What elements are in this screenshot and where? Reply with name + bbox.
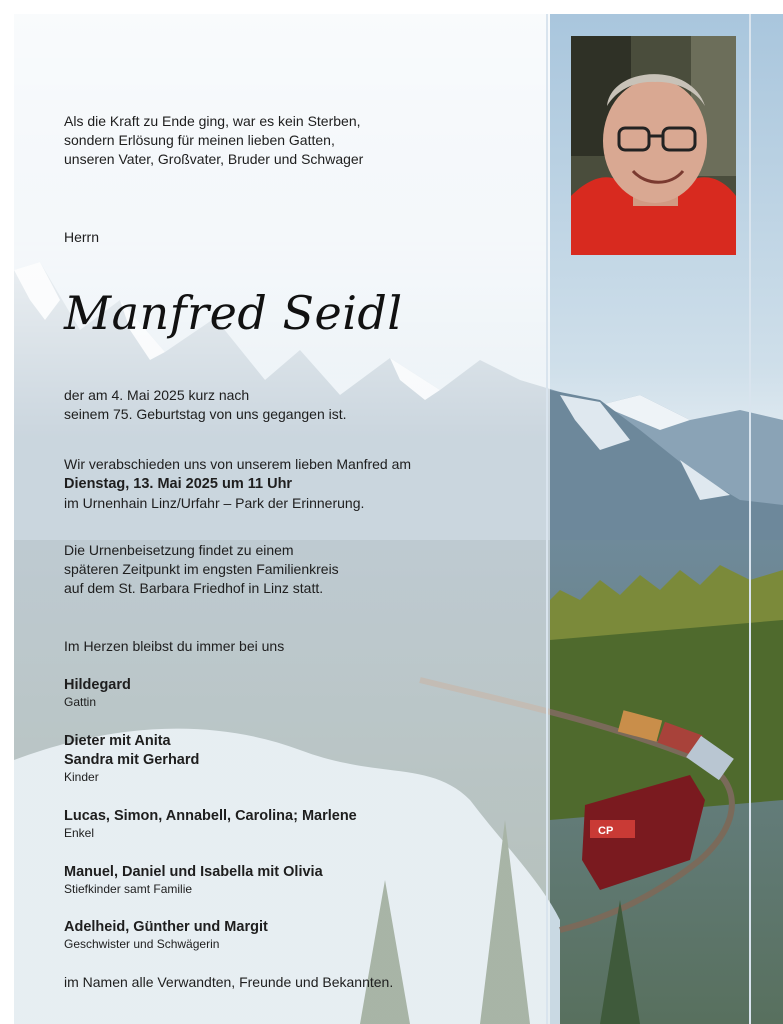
relative-names: Hildegard — [64, 677, 131, 693]
death-notice — [64, 386, 444, 424]
relative-names: Lucas, Simon, Annabell, Carolina; Marlene — [64, 808, 357, 824]
heart-line: Im Herzen bleibst du immer bei uns — [64, 638, 285, 654]
intro-line: sondern Erlösung für meinen lieben Gatten, — [64, 132, 335, 148]
urn-line: späteren Zeitpunkt im engsten Familienkreis — [64, 561, 339, 577]
relative-names: Manuel, Daniel und Isabella mit Olivia — [64, 864, 323, 880]
farewell-line: Wir verabschieden uns von unserem lieben Manfred am — [64, 456, 412, 472]
intro-line: unseren Vater, Großvater, Bruder und Schwager — [64, 151, 364, 167]
urn-burial-info — [64, 541, 464, 598]
farewell-location: im Urnenhain Linz/Urfahr – Park der Erinnerung. — [64, 495, 365, 511]
urn-line: Die Urnenbeisetzung findet zu einem — [64, 542, 294, 558]
relative-group — [64, 918, 268, 952]
farewell-date: Dienstag, 13. Mai 2025 um 11 Uhr — [64, 476, 293, 492]
divider-line-left — [546, 14, 548, 1024]
relative-role: Stiefkinder samt Familie — [64, 882, 193, 896]
relative-group — [64, 732, 199, 785]
farewell-info — [64, 455, 524, 513]
svg-text:CP: CP — [598, 825, 614, 837]
relative-role: Enkel — [64, 826, 95, 840]
urn-line: auf dem St. Barbara Friedhof in Linz statt. — [64, 580, 324, 596]
deceased-name: Manfred Seidl — [64, 286, 403, 340]
relative-role: Gattin — [64, 695, 97, 709]
death-line: seinem 75. Geburtstag von uns gegangen ist. — [64, 406, 347, 422]
relative-role: Kinder — [64, 770, 99, 784]
relative-role: Geschwister und Schwägerin — [64, 937, 220, 951]
divider-line-right — [749, 14, 751, 1024]
relative-group — [64, 863, 323, 897]
portrait-photo — [571, 36, 736, 255]
relative-group — [64, 807, 357, 841]
relative-names: Adelheid, Günther und Margit — [64, 919, 268, 935]
salutation: Herrn — [64, 229, 100, 245]
intro-text — [64, 112, 494, 169]
closing-line: im Namen alle Verwandten, Freunde und Bekannten. — [64, 974, 394, 990]
relative-names: Dieter mit Anita — [64, 733, 171, 749]
intro-line: Als die Kraft zu Ende ging, war es kein Sterben, — [64, 113, 361, 129]
relative-names: Sandra mit Gerhard — [64, 752, 200, 768]
relative-group — [64, 676, 131, 710]
death-line: der am 4. Mai 2025 kurz nach — [64, 387, 250, 403]
